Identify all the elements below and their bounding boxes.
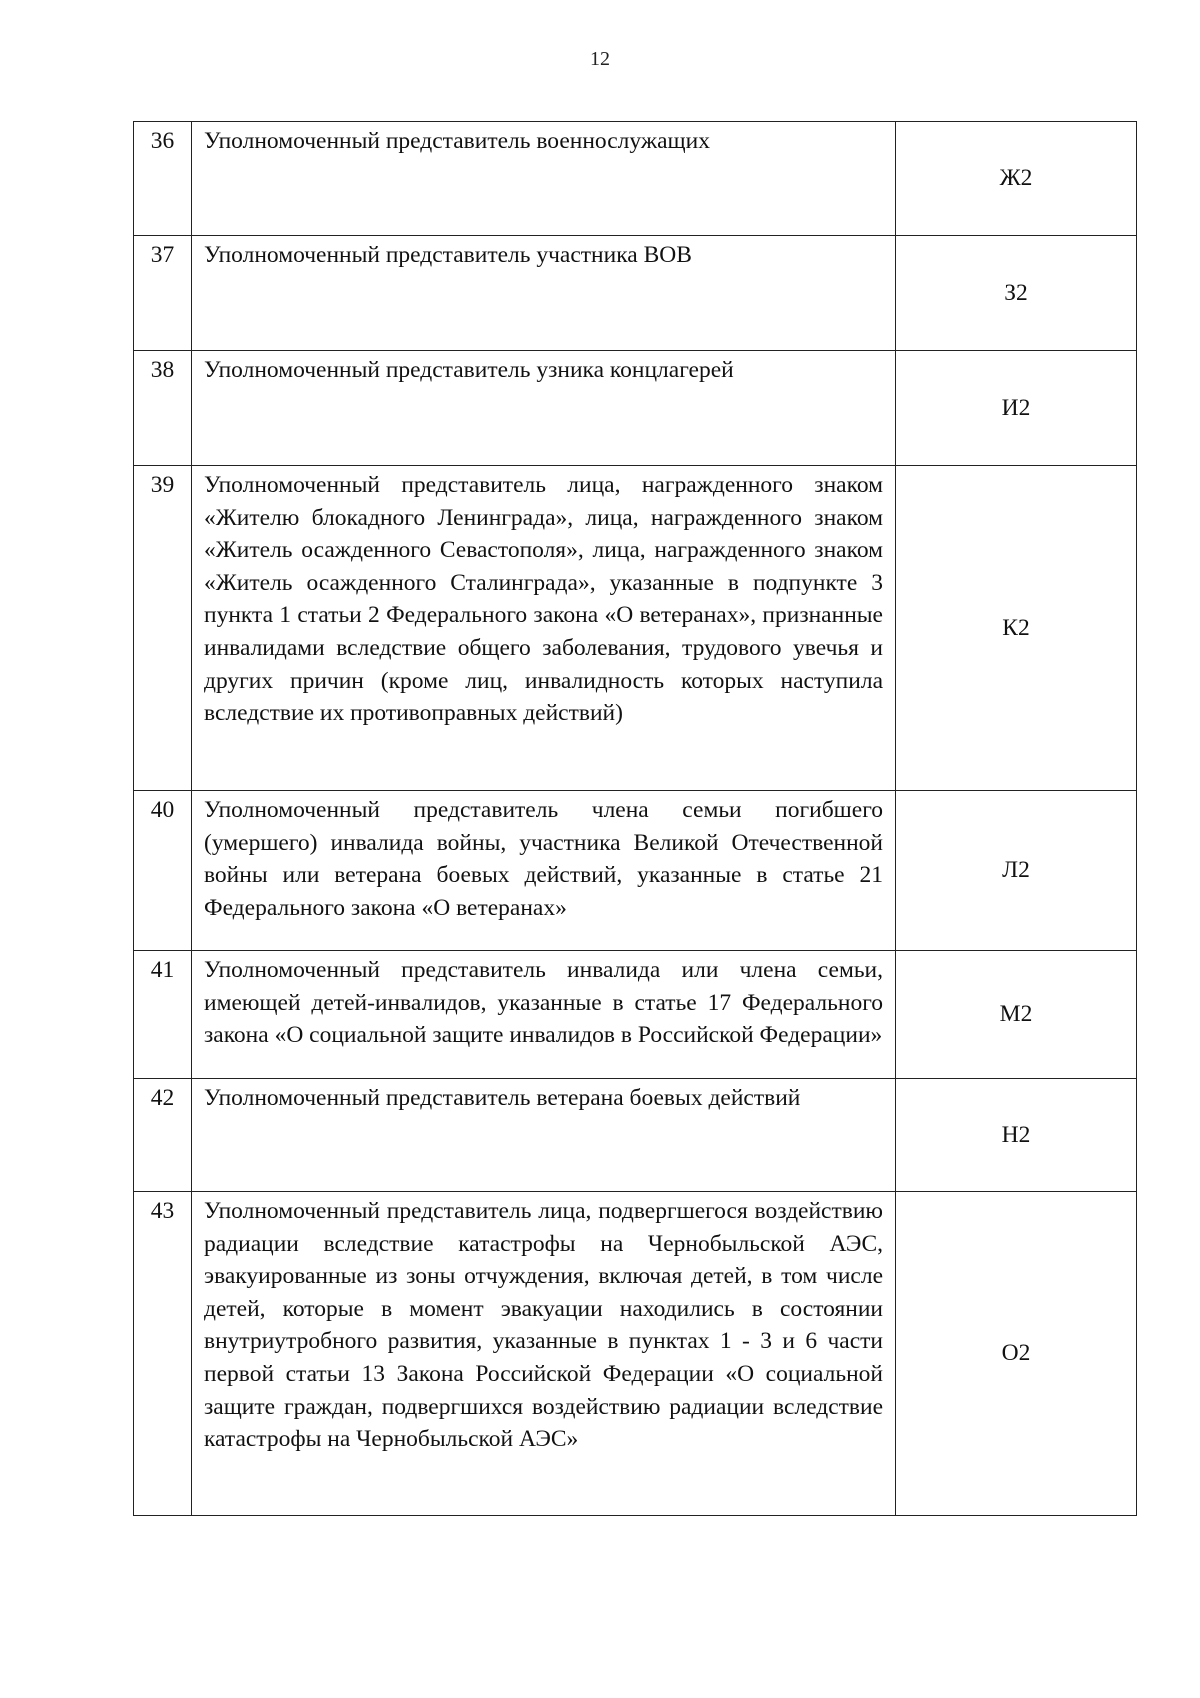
row-code: Н2 [896, 1079, 1137, 1192]
row-code: О2 [896, 1192, 1137, 1516]
table-row [134, 351, 1137, 466]
row-description: Уполномоченный представитель лица, подвергшегося воздействию радиации вследствие катастрофы на Чернобыльской АЭС, эвакуированные из зоны отчуждения, включая детей, в том числе детей, которые в момент эвакуации находились в состоянии внутриутробного развития, указанные в пунктах 1 - 3 и 6 части первой статьи 13 Закона Российской Федерации «О социальной защите граждан, подвергшихся воздействию радиации вследствие катастрофы на Чернобыльской АЭС» [192, 1192, 896, 1516]
row-number: 41 [134, 951, 192, 1079]
row-code: Ж2 [896, 122, 1137, 236]
row-description: Уполномоченный представитель инвалида или члена семьи, имеющей детей-инвалидов, указанные в статье 17 Федерального закона «О социальной защите инвалидов в Российской Федерации» [192, 951, 896, 1079]
row-code: И2 [896, 351, 1137, 466]
table-row [134, 791, 1137, 951]
row-number: 42 [134, 1079, 192, 1192]
row-number: 40 [134, 791, 192, 951]
row-number: 37 [134, 236, 192, 351]
row-description: Уполномоченный представитель лица, награжденного знаком «Жителю блокадного Ленинграда», лица, награжденного знаком «Житель осажденного Севастополя», лица, награжденного знаком «Житель осажденного Сталинграда», указанные в подпункте 3 пункта 1 статьи 2 Федерального закона «О ветеранах», признанные инвалидами вследствие общего заболевания, трудового увечья и других причин (кроме лиц, инвалидность которых наступила вследствие их противоправных действий) [192, 466, 896, 791]
row-code: З2 [896, 236, 1137, 351]
row-number: 39 [134, 466, 192, 791]
row-number: 36 [134, 122, 192, 236]
table-row [134, 951, 1137, 1079]
row-description: Уполномоченный представитель члена семьи погибшего (умершего) инвалида войны, участника Великой Отечественной войны или ветерана боевых действий, указанные в статье 21 Федерального закона «О ветеранах» [192, 791, 896, 951]
table-row [134, 122, 1137, 236]
table-row [134, 1079, 1137, 1192]
table-row [134, 1192, 1137, 1516]
row-code: Л2 [896, 791, 1137, 951]
table-row [134, 466, 1137, 791]
row-description: Уполномоченный представитель военнослужащих [192, 122, 896, 236]
row-number: 43 [134, 1192, 192, 1516]
table-row [134, 236, 1137, 351]
codes-table [133, 121, 1137, 1516]
row-code: К2 [896, 466, 1137, 791]
row-code: М2 [896, 951, 1137, 1079]
page-number: 12 [590, 48, 610, 70]
row-number: 38 [134, 351, 192, 466]
row-description: Уполномоченный представитель узника концлагерей [192, 351, 896, 466]
row-description: Уполномоченный представитель ветерана боевых действий [192, 1079, 896, 1192]
row-description: Уполномоченный представитель участника ВОВ [192, 236, 896, 351]
